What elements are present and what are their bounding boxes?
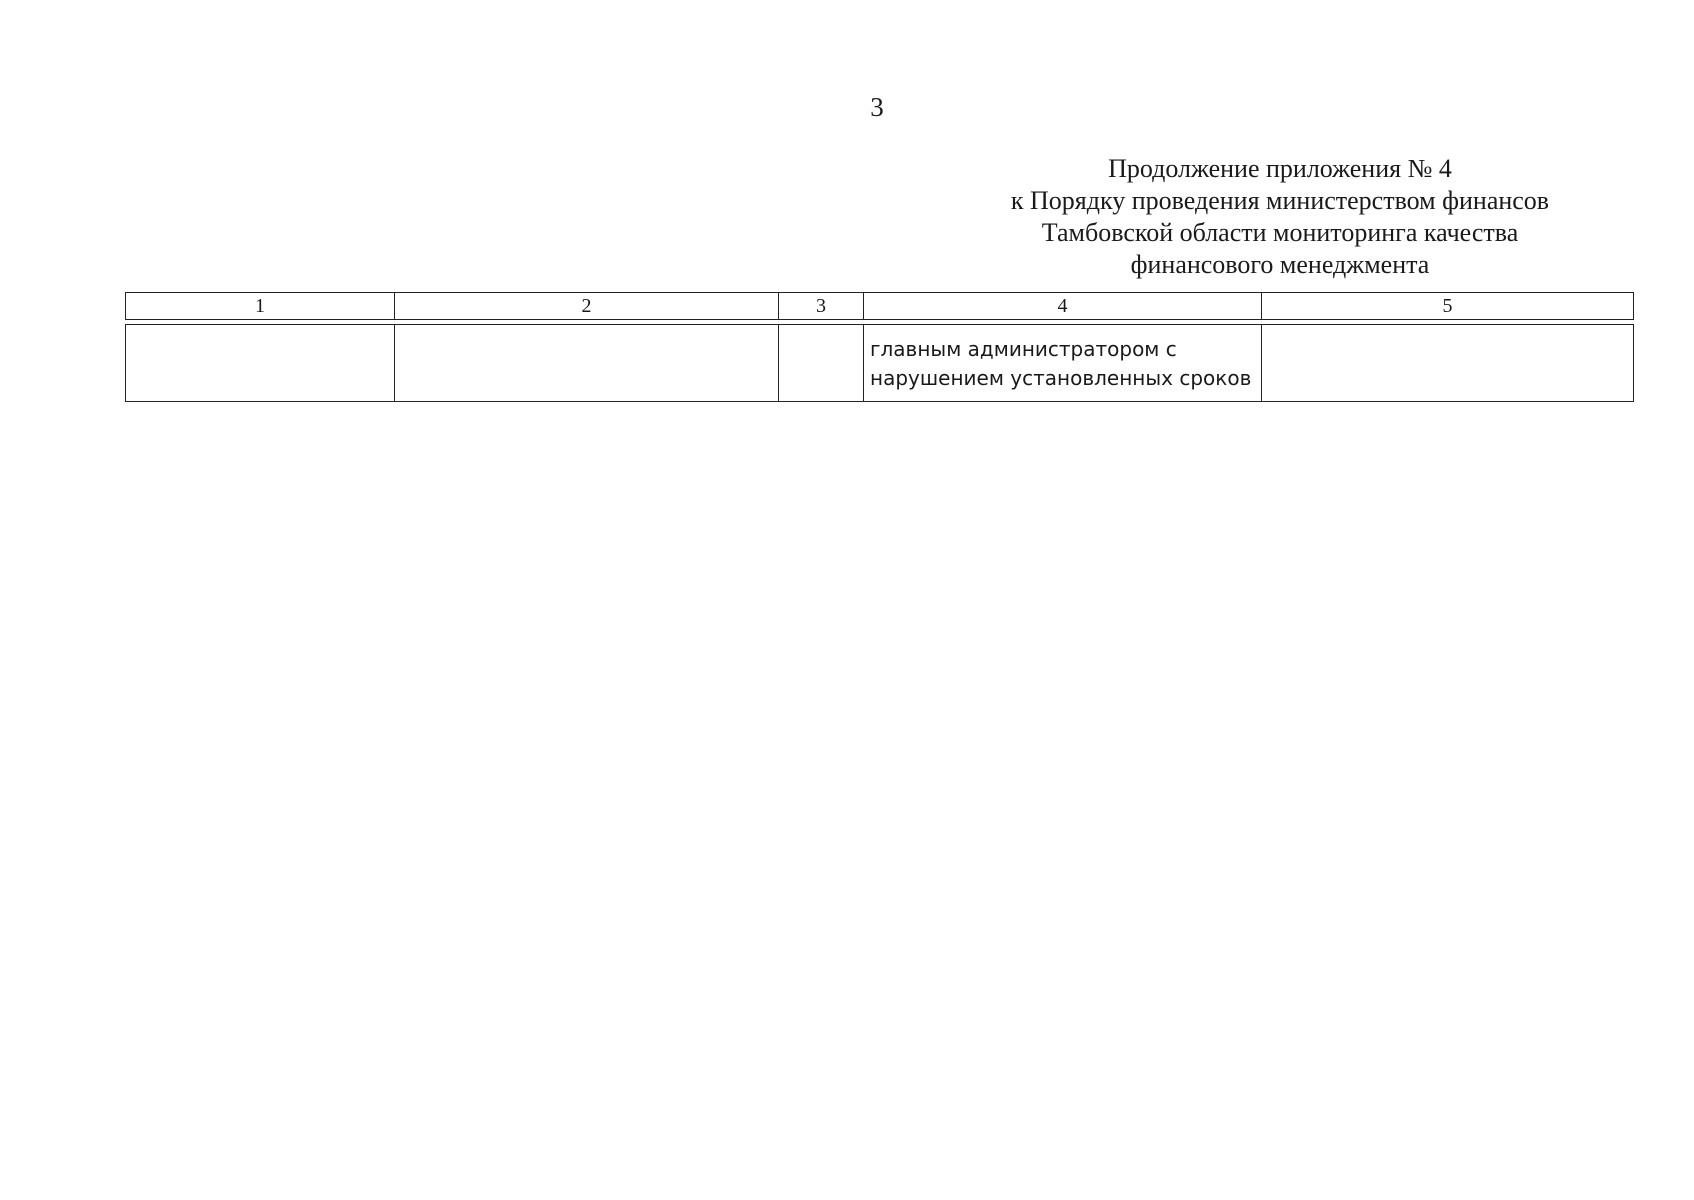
appendix-line-3: Тамбовской области мониторинга качества <box>1041 218 1519 247</box>
column-number-4: 4 <box>864 293 1262 320</box>
appendix-heading <box>960 153 1600 281</box>
cell-col-5 <box>1262 325 1634 402</box>
column-number-2: 2 <box>395 293 779 320</box>
cell-col-4 <box>864 325 1262 402</box>
continuation-table <box>125 292 1633 402</box>
column-number-header <box>125 292 1634 320</box>
cell-col-3 <box>779 325 864 402</box>
table-row <box>126 325 1634 402</box>
column-number-5: 5 <box>1262 293 1634 320</box>
column-number-1: 1 <box>126 293 395 320</box>
appendix-line-2: к Порядку проведения министерством финансов <box>1010 186 1550 215</box>
page-number: 3 <box>870 92 884 122</box>
appendix-line-1: Продолжение приложения № 4 <box>1108 154 1452 183</box>
header-row <box>126 293 1634 320</box>
cell-col-2 <box>395 325 779 402</box>
table-body <box>125 324 1634 402</box>
cell-col-4-line-1: главным администратором с <box>870 337 1177 361</box>
appendix-line-4: финансового менеджмента <box>1130 250 1430 279</box>
column-number-3: 3 <box>779 293 864 320</box>
cell-col-1 <box>126 325 395 402</box>
cell-col-4-line-2: нарушением установленных сроков <box>870 366 1252 390</box>
